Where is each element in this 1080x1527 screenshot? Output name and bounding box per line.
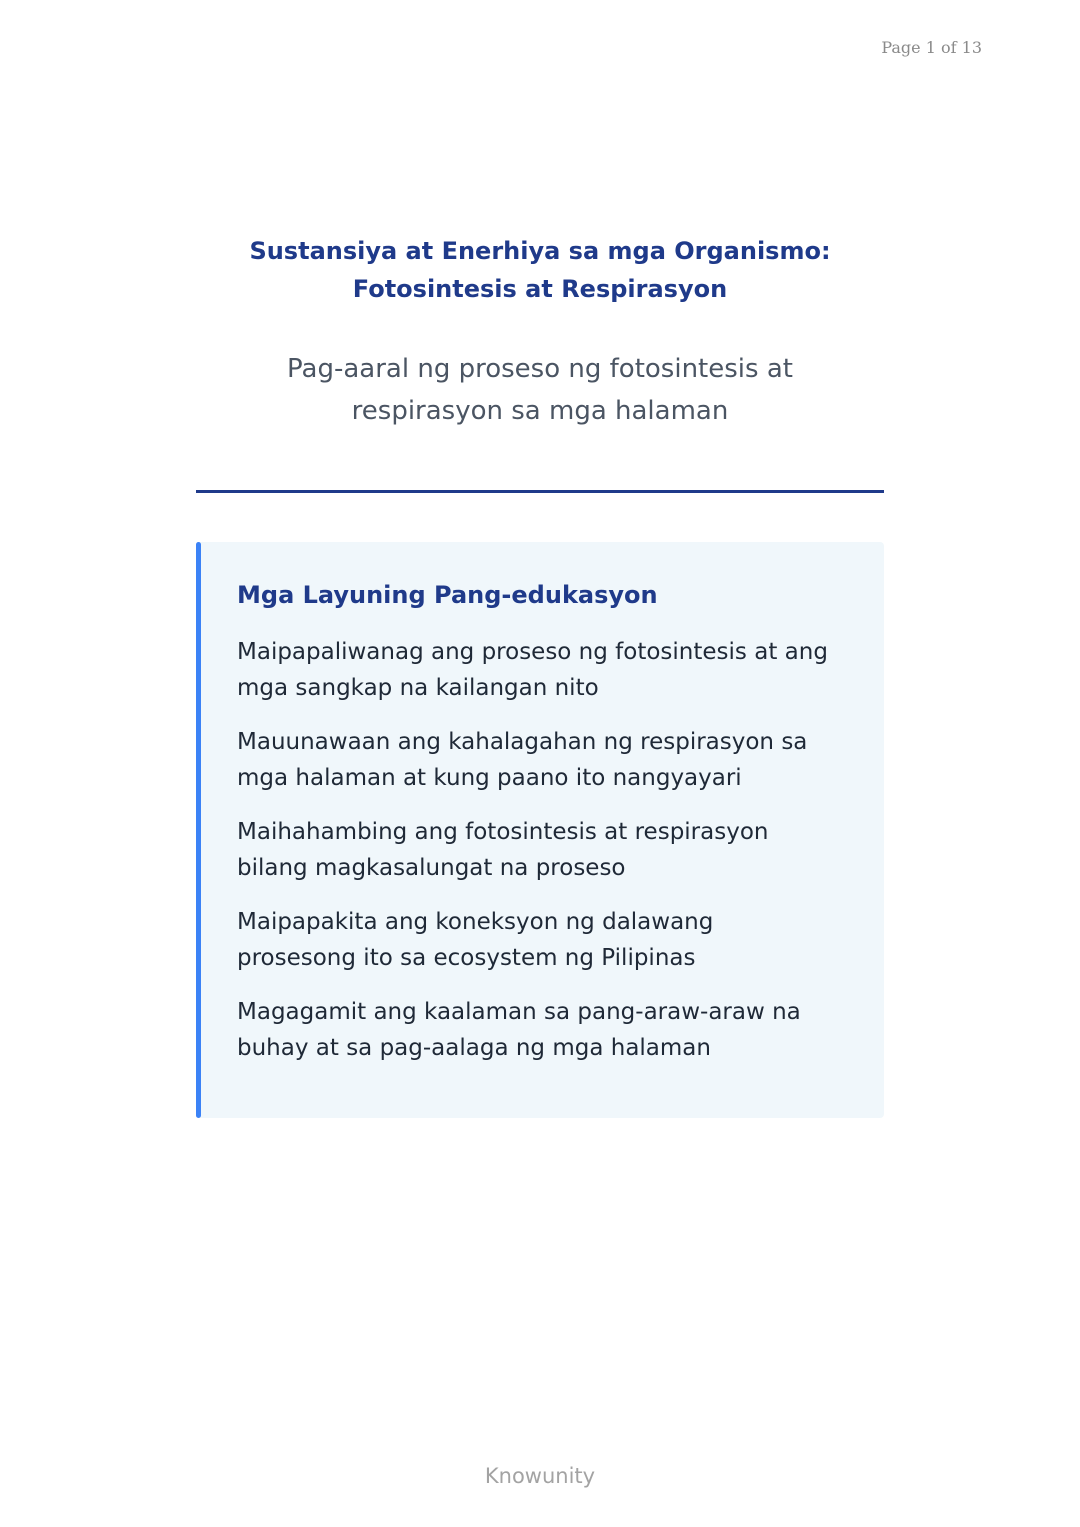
objectives-heading: Mga Layuning Pang-edukasyon: [237, 581, 658, 609]
objective-item: [237, 634, 854, 706]
page-number: Page 1 of 13: [881, 38, 982, 57]
page-subtitle: [0, 348, 1080, 432]
page-subtitle-line-2: respirasyon sa mga halaman: [351, 396, 729, 426]
objective-item: [237, 724, 854, 796]
page-subtitle-line-1: Pag-aaral ng proseso ng fotosintesis at: [287, 354, 793, 384]
objective-line: Maipapakita ang koneksyon ng dalawang: [237, 909, 714, 935]
objective-line: Maihahambing ang fotosintesis at respirasyon: [237, 819, 769, 845]
footer-brand: Knowunity: [484, 1464, 596, 1488]
objective-line: Magagamit ang kaalaman sa pang-araw-araw na: [237, 999, 801, 1025]
objectives-box: [196, 542, 884, 1118]
objective-item: [237, 814, 854, 886]
objective-line: buhay at sa pag-aalaga ng mga halaman: [237, 1035, 711, 1061]
objective-line: bilang magkasalungat na proseso: [237, 855, 626, 881]
objective-line: Maipapaliwanag ang proseso ng fotosintesis at ang: [237, 639, 828, 665]
objective-line: mga sangkap na kailangan nito: [237, 675, 599, 701]
objective-item: [237, 994, 854, 1066]
page-title-line-2: Fotosintesis at Respirasyon: [352, 275, 728, 303]
objective-line: Mauunawaan ang kahalagahan ng respirasyon sa: [237, 729, 808, 755]
page-title: [0, 232, 1080, 308]
section-divider: [196, 490, 884, 493]
objective-line: mga halaman at kung paano ito nangyayari: [237, 765, 742, 791]
page-title-line-1: Sustansiya at Enerhiya sa mga Organismo:: [249, 237, 831, 265]
objective-item: [237, 904, 854, 976]
objectives-accent-bar: [196, 542, 201, 1118]
objective-line: prosesong ito sa ecosystem ng Pilipinas: [237, 945, 696, 971]
